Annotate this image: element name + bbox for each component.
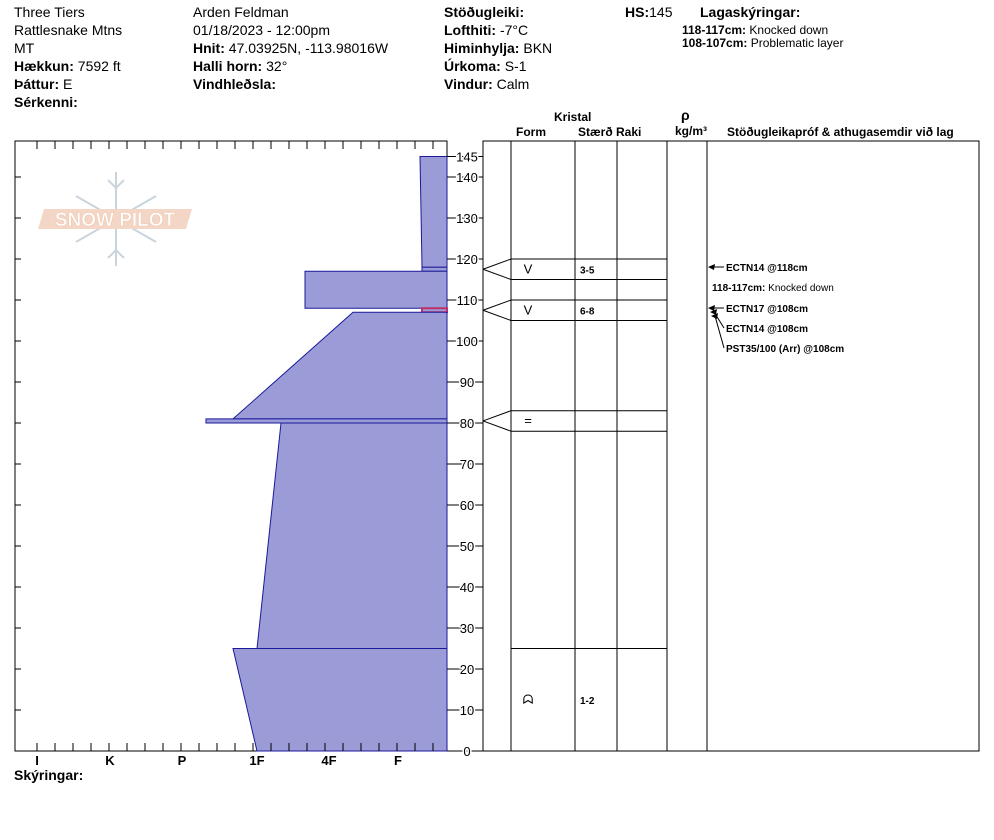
wind-loading-label: Vindhleðsla: xyxy=(193,76,276,92)
hardness-layer xyxy=(257,423,447,649)
wind-value: Calm xyxy=(496,76,530,92)
x-axis-labels xyxy=(35,753,402,768)
specifics-label: Sérkenni: xyxy=(14,94,78,110)
col-density-unit: kg/m³ xyxy=(675,124,708,138)
grain-connector xyxy=(483,269,511,279)
air-temp-value: -7°C xyxy=(499,22,529,38)
y-tick-label: 70 xyxy=(459,457,475,472)
grain-size-label: 3-5 xyxy=(580,265,595,277)
precip-value: S-1 xyxy=(504,58,527,74)
grain-size-label: 6-8 xyxy=(580,306,595,318)
x-tick-label: 1F xyxy=(249,753,265,768)
grain-connector xyxy=(483,300,511,310)
sky-label: Himinhylja: xyxy=(444,40,520,56)
hardness-layer xyxy=(233,312,447,419)
layer-legend-title: Lagaskýringar: xyxy=(700,4,801,20)
y-tick-label: 50 xyxy=(459,539,475,554)
elevation-label: Hækkun: xyxy=(14,58,74,74)
hs-value: 145 xyxy=(649,4,673,20)
y-tick-label: 10 xyxy=(459,703,475,718)
y-tick-label: 110 xyxy=(456,293,478,308)
range-name: Rattlesnake Mtns xyxy=(14,22,123,38)
y-tick-label: 100 xyxy=(456,334,478,349)
x-tick-label: I xyxy=(35,753,39,768)
observation-arrowhead xyxy=(708,264,715,270)
aspect-label: Þáttur: xyxy=(14,76,60,92)
col-size: Stærð xyxy=(578,125,613,139)
layer-legend-desc: Knocked down xyxy=(749,23,829,37)
coords-label: Hnit: xyxy=(193,40,225,56)
col-tests: Stöðugleikapróf & athugasemdir við lag xyxy=(727,125,954,139)
y-tick-label: 90 xyxy=(459,375,475,390)
slope-label: Halli horn: xyxy=(193,58,263,74)
y-tick-label: 0 xyxy=(463,744,471,759)
site-name: Three Tiers xyxy=(14,4,85,20)
observation-desc: Knocked down xyxy=(768,283,834,294)
coords-value: 47.03925N, -113.98016W xyxy=(228,40,389,56)
hs-label: HS: xyxy=(625,4,650,20)
observation-text: ECTN14 @108cm xyxy=(726,324,809,335)
sky-value: BKN xyxy=(523,40,553,56)
hardness-layers xyxy=(206,157,447,752)
observation-text: ECTN17 @108cm xyxy=(726,304,809,315)
hardness-layer xyxy=(233,649,447,752)
air-temp-label: Lofthiti: xyxy=(444,22,497,38)
elevation-value: 7592 ft xyxy=(77,58,121,74)
hardness-layer xyxy=(422,267,447,271)
observation-text xyxy=(712,283,834,294)
observation-text: PST35/100 (Arr) @108cm xyxy=(726,344,845,355)
grain-form-symbol: V xyxy=(523,302,533,318)
y-tick-label: 145 xyxy=(456,149,478,165)
grain-connector xyxy=(483,421,511,431)
grain-form-symbol: V xyxy=(523,261,533,277)
hardness-layer xyxy=(206,419,447,423)
observer-name: Arden Feldman xyxy=(193,4,289,20)
state-name: MT xyxy=(14,40,35,56)
observation-text: ECTN14 @118cm xyxy=(726,263,808,274)
wind-label: Vindur: xyxy=(444,76,493,92)
grain-connector xyxy=(483,310,511,320)
x-tick-label: K xyxy=(105,753,115,768)
grain-connector xyxy=(483,411,511,421)
y-tick-label: 20 xyxy=(459,662,475,677)
grain-table-frame xyxy=(483,141,707,751)
logo-text: SNOW PILOT xyxy=(54,210,176,231)
y-axis xyxy=(447,141,483,759)
precip-label: Úrkoma: xyxy=(444,58,501,74)
hardness-layer xyxy=(422,308,447,312)
stability-label: Stöðugleiki: xyxy=(444,4,525,20)
observation-arrowhead xyxy=(708,305,715,311)
hardness-layer xyxy=(420,157,447,268)
y-tick-label: 60 xyxy=(459,498,475,513)
col-rho: ρ xyxy=(681,107,690,123)
y-tick-label: 40 xyxy=(459,580,475,595)
layer-legend-range: 108-107cm: xyxy=(682,36,748,50)
aspect-value: E xyxy=(63,76,73,92)
y-tick-label: 80 xyxy=(459,416,475,431)
snowpilot-logo xyxy=(38,172,192,266)
observation-label: 118-117cm: xyxy=(712,283,769,294)
x-tick-label: 4F xyxy=(321,753,337,768)
y-tick-label: 120 xyxy=(456,252,478,267)
y-tick-label: 140 xyxy=(456,170,478,185)
test-observations xyxy=(708,263,844,355)
layer-legend-desc: Problematic layer xyxy=(750,36,844,50)
grain-size-label: 1-2 xyxy=(580,695,595,707)
col-form: Form xyxy=(516,125,546,139)
datetime: 01/18/2023 - 12:00pm xyxy=(193,22,330,38)
y-tick-label: 130 xyxy=(456,211,478,226)
grain-form-symbol: ᗣ xyxy=(522,691,534,707)
grain-form-symbol: = xyxy=(524,412,532,428)
tests-frame xyxy=(707,141,979,751)
x-tick-label: F xyxy=(394,753,402,768)
notes-label: Skýringar: xyxy=(14,767,84,783)
x-tick-label: P xyxy=(177,753,187,768)
slope-value: 32° xyxy=(266,58,288,74)
col-moisture: Raki xyxy=(616,125,642,139)
grain-connector xyxy=(483,259,511,269)
hardness-layer xyxy=(305,271,447,308)
col-crystal: Kristal xyxy=(554,110,592,124)
y-tick-label: 30 xyxy=(459,621,475,636)
layer-legend-range: 118-117cm: xyxy=(682,23,747,37)
